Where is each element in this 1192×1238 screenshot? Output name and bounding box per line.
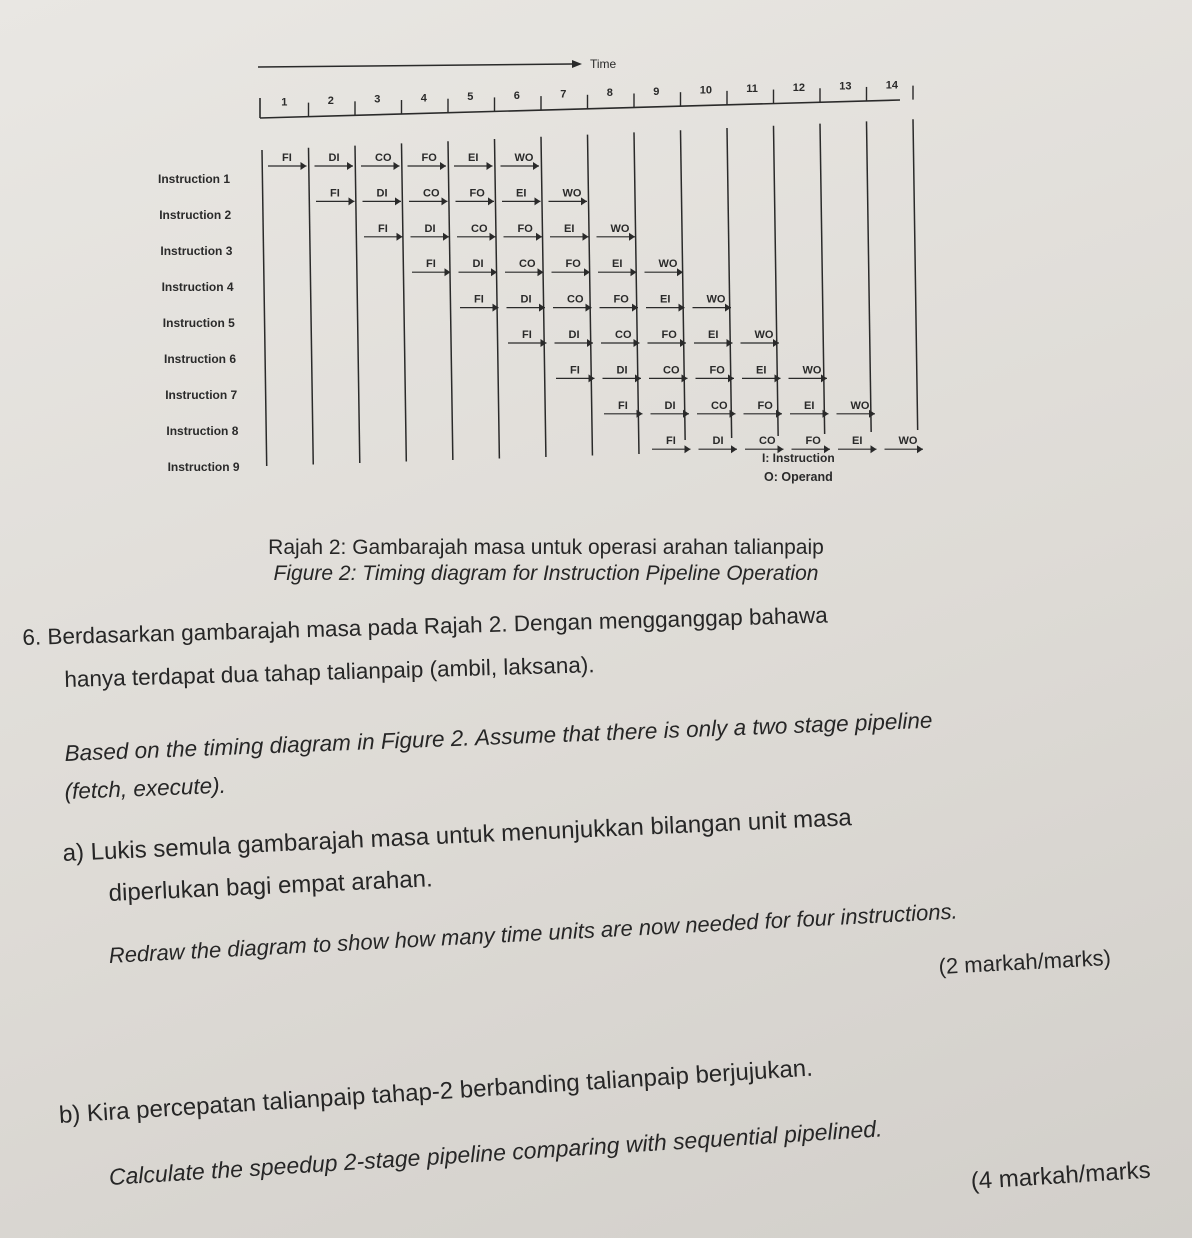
time-unit-label: 14 [885,79,898,92]
time-boundary-line [774,126,779,436]
time-unit-label: 6 [513,89,520,102]
stage-arrowhead [731,445,737,453]
question-b-malay: b) Kira percepatan talianpaip tahap-2 berbanding talianpaip berjujukan. [58,1054,814,1129]
stage-arrowhead [533,162,539,170]
stage-arrowhead [395,197,401,205]
stage-label: FO [469,187,485,200]
instruction-label: Instruction 8 [166,424,239,438]
time-boundary-line [402,143,407,461]
stage-arrowhead [823,410,829,418]
stage-label: DI [664,399,676,412]
stage-label: EI [468,152,479,164]
stage-arrowhead [490,233,496,241]
stage-label: FI [282,152,292,164]
stage-arrowhead [629,233,635,241]
stage-label: EI [564,222,575,235]
stage-label: DI [472,258,484,271]
stage-label: EI [612,258,623,271]
stage-arrowhead [397,233,403,241]
stage-arrowhead [871,445,877,453]
stage-label: WO [610,222,630,235]
stage-label: FO [805,435,821,448]
stage-label: CO [711,399,728,412]
instruction-label: Instruction 7 [165,388,238,402]
stage-label: EI [660,293,671,306]
stage-label: EI [516,187,527,200]
timing-diagram [0,0,1192,560]
stage-label: DI [328,152,340,164]
stage-label: WO [562,187,582,200]
stage-label: CO [615,329,632,341]
time-boundary-line [727,128,732,438]
question-6-intro-malay-2: hanya terdapat dua tahap talianpaip (ambil, laksana). [64,652,595,692]
stage-arrowhead [583,233,589,241]
instruction-label: Instruction 2 [159,208,232,222]
stage-label: CO [567,293,584,306]
stage-arrowhead [776,410,782,418]
stage-label: EI [804,399,815,412]
stage-label: FO [709,364,725,377]
stage-arrowhead [301,162,307,170]
time-boundary-line [913,119,918,430]
time-boundary-line [495,139,500,459]
stage-label: FI [522,329,532,341]
time-unit-label: 1 [281,96,288,109]
question-a-marks: (2 markah/marks) [938,944,1112,979]
question-6-intro-english-1: Based on the timing diagram in Figure 2. Assume that there is only a two stage pipeline [64,707,933,766]
time-boundary-line [681,130,686,440]
stage-label: DI [520,293,532,306]
time-unit-label: 8 [606,87,613,100]
stage-label: CO [423,187,440,200]
time-unit-label: 2 [327,94,334,107]
stage-label: WO [802,364,822,377]
stage-arrowhead [917,445,923,453]
time-unit-label: 4 [420,92,427,105]
time-unit-label: 3 [374,93,381,106]
question-a-english: Redraw the diagram to show how many time units are now needed for four instructions. [108,898,959,968]
legend-instruction: I: Instruction [762,451,835,465]
question-6-intro-malay-1: 6. Berdasarkan gambarajah masa pada Rajah 2. Dengan mengganggap bahawa [22,602,829,650]
stage-arrowhead [685,445,691,453]
stage-label: FI [378,222,388,235]
figure-caption-malay: Rajah 2: Gambarajah masa untuk operasi arahan talianpaip [268,536,824,559]
time-unit-label: 12 [792,81,805,94]
stage-label: DI [424,222,436,235]
stage-label: FI [618,399,628,412]
legend-operand: O: Operand [764,470,833,484]
stage-arrowhead [347,162,353,170]
stage-arrowhead [394,162,400,170]
stage-arrowhead [535,197,541,205]
stage-arrowhead [536,233,542,241]
stage-label: CO [519,258,536,271]
stage-label: FI [474,293,484,306]
time-boundary-line [448,141,453,460]
question-b-marks: (4 markah/marks [970,1156,1152,1195]
time-unit-label: 7 [560,88,567,101]
time-unit-label: 5 [467,91,474,104]
instruction-label: Instruction 3 [160,244,233,258]
stage-label: WO [514,152,534,164]
figure-caption-english: Figure 2: Timing diagram for Instruction Pipeline Operation [273,562,819,585]
time-boundary-line [820,124,825,434]
stage-label: WO [850,399,870,412]
stage-arrowhead [349,197,355,205]
stage-arrowhead [683,410,689,418]
time-unit-label: 13 [839,80,852,93]
time-boundary-line [867,121,872,432]
stage-arrowhead [440,162,446,170]
stage-arrowhead [581,197,587,205]
time-unit-label: 9 [653,85,660,98]
stage-arrowhead [442,197,448,205]
question-a-malay-1: a) Lukis semula gambarajah masa untuk menunjukkan bilangan unit masa [62,804,853,867]
time-boundary-line [355,146,360,463]
time-ruler-baseline [260,100,900,118]
stage-label: DI [568,329,580,341]
stage-label: WO [898,435,918,448]
stage-label: CO [663,364,680,377]
question-6-intro-english-2: (fetch, execute). [64,772,227,804]
instruction-label: Instruction 1 [158,172,231,186]
time-arrowhead [572,60,582,68]
stage-label: FI [330,187,340,200]
stage-arrowhead [488,197,494,205]
stage-arrowhead [487,162,493,170]
stage-label: FI [666,435,676,448]
stage-label: FO [661,329,677,341]
stage-label: WO [754,329,774,341]
stage-label: DI [616,364,628,377]
time-boundary-line [309,148,314,465]
stage-arrowhead [443,233,449,241]
instruction-label: Instruction 5 [162,316,235,330]
stage-label: DI [376,187,388,200]
stage-label: WO [658,258,678,271]
stage-label: FI [426,258,436,271]
stage-label: FO [613,293,629,306]
stage-label: EI [756,364,767,377]
time-label: Time [590,57,617,71]
time-boundary-line [541,137,546,457]
instruction-label: Instruction 4 [161,280,234,294]
stage-label: EI [852,435,863,448]
instruction-label: Instruction 6 [164,352,237,366]
stage-arrowhead [869,410,875,418]
time-boundary-line [262,150,267,466]
stage-label: FI [570,364,580,377]
stage-label: DI [712,435,724,448]
time-unit-label: 11 [746,83,758,96]
question-b-english: Calculate the speedup 2-stage pipeline comparing with sequential pipelined. [108,1115,884,1190]
time-boundary-line [634,132,639,454]
question-a-malay-2: diperlukan bagi empat arahan. [108,865,434,907]
stage-label: FO [757,399,773,412]
stage-arrowhead [637,410,643,418]
stage-label: CO [471,222,488,235]
instruction-label: Instruction 9 [167,460,240,474]
time-unit-label: 10 [699,84,712,97]
time-arrow [258,64,572,67]
stage-label: FO [565,258,581,271]
stage-label: CO [375,152,392,164]
stage-label: WO [706,293,726,306]
time-boundary-line [588,135,593,456]
stage-arrowhead [730,410,736,418]
stage-label: FO [517,222,533,235]
stage-label: FO [421,152,437,164]
stage-label: CO [759,435,776,448]
stage-label: EI [708,329,719,341]
